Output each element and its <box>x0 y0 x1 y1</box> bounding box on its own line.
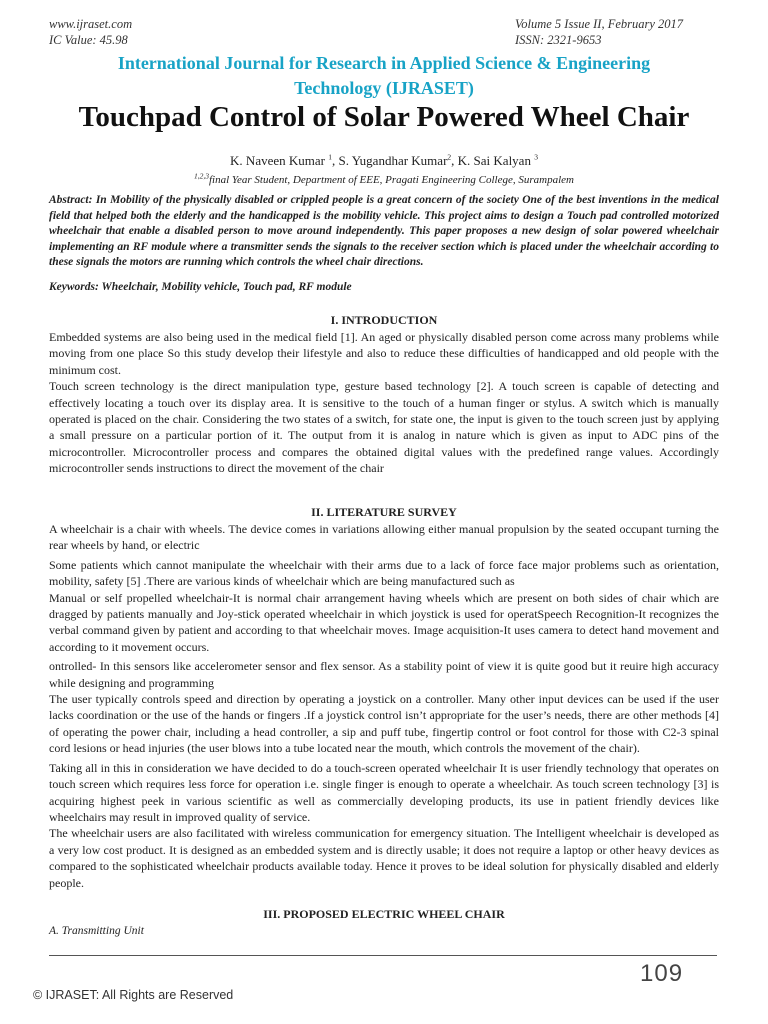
affiliation-sup: 1,2,3 <box>193 171 209 181</box>
affiliation-text: final Year Student, Department of EEE, Pragati Engineering College, Surampalem <box>208 174 574 186</box>
ic-value: IC Value: 45.98 <box>49 33 128 47</box>
copyright-notice: © IJRASET: All Rights are Reserved <box>33 988 234 1002</box>
journal-name-line1: International Journal for Research in Applied Science & Engineering <box>117 53 651 73</box>
page-number: 109 <box>640 960 684 987</box>
author-2: S. Yugandhar Kumar <box>338 153 448 168</box>
section-heading-literature-survey: II. LITERATURE SURVEY <box>311 505 457 519</box>
paragraph: ontrolled- In this sensors like accelerometer sensor and flex sensor. As a stability point of view it is quite good but it reuire high accuracy while designing and programming <box>49 659 719 690</box>
section-heading-proposed: III. PROPOSED ELECTRIC WHEEL CHAIR <box>263 907 505 921</box>
author-2-sup: 2 <box>447 152 452 162</box>
affiliation <box>0 171 768 186</box>
paragraph: Embedded systems are also being used in the medical field [1]. An aged or physically disabled person come across many problems while moving from one place So this study develop their lifestyle and also to reduce these difficulties of handicapped and old people with the minimum cost. <box>49 330 719 377</box>
author-3: K. Sai Kalyan <box>457 153 531 168</box>
author-1-sup: 1 <box>328 152 332 162</box>
author-1: K. Naveen Kumar <box>230 153 325 168</box>
paragraph: Manual or self propelled wheelchair-It is normal chair arrangement having wheels which are present on both sides of chair which are dragged by patients manually and Joy-stick operated wheelchair in which joystick is used for operatSpeech Recognition-It recognizes the verbal command given by patient and according to that wheelchair moves. Image acquisition-It uses camera to detect hand movement and according to it movement occurs. <box>49 590 719 654</box>
running-header-right <box>515 16 683 48</box>
paragraph: Taking all in this in consideration we have decided to do a touch-screen operated wheelchair It is user friendly technology that operates on touch screen which requires less force for operation i.e. single finger is enough to operate a wheelchair. As touch screen technology [3] is acquiring highest peek in various scientific as well as commercially developing products, its use in patient friendly devices like wheelchairs may result in improved quality of service. <box>49 760 719 824</box>
paragraph: The wheelchair users are also facilitated with wireless communication for emergency situation. The Intelligent wheelchair is developed as a very low cost product. It is designed as an embedded system and is directly usable; it does not require a laptop or other heavy devices as compared to the sophisticated wheelchair products available today. Hence it proves to be ideal solution for physically disabled and elderly people. <box>49 826 719 890</box>
issn: ISSN: 2321-9653 <box>515 33 602 47</box>
paragraph: The user typically controls speed and direction by operating a joystick on a controller. Many other input devices can be used if the user lacks coordination or the use of the hands or fingers .If a joystick control isn’t appropriate for the user’s needs, there are other methods [4] of operating the power chair, including a head controller, a sip and puff tube, fingertip control or foot control for those with C2-3 spinal cord lesions or head injuries (the user blows into a tube located near the mouth, which controls the movement of the chair). <box>49 692 719 756</box>
literature-survey-body <box>49 521 719 891</box>
section-heading-introduction: I. INTRODUCTION <box>330 313 438 327</box>
abstract: Abstract: In Mobility of the physically disabled or crippled people is a great concern of the society One of the best inventions in the medical field that helped both the elderly and the handicapped is the mobility vehicle. This project aims to design a Touch pad controlled motorized wheelchair that enable a disabled person to move around independently. This paper proposes a new design of solar powered wheelchair implementing an RF module where a transmitter sends the signals to the receiver section which is placed under the wheelchair according to these signals the motors are running which controls the wheel chair directions. <box>49 194 719 268</box>
running-header-left <box>49 16 132 48</box>
volume-issue: Volume 5 Issue II, February 2017 <box>515 17 684 31</box>
introduction-body <box>49 329 719 477</box>
paragraph: A wheelchair is a chair with wheels. The device comes in variations allowing either manual propulsion by the seated occupant turning the rear wheels by hand, or electric <box>49 522 719 553</box>
paragraph: Touch screen technology is the direct manipulation type, gesture based technology [2]. A touch screen is capable of detecting and effectively locating a touch over its display area. It is sensitive to the touch of a human finger or stylus. A switch which is manually operated is placed on the chair. Considering the two states of a switch, for state one, the input is given to the touch screen just by applying a small pressure on a particular portion of it. The output from it is analog in nature which is given as input to ADC pins of the microcontroller. Microcontroller process and compares the obtained digital values with the predefined range values. Accordingly microcontroller sends instructions to direct the movement of the chair <box>49 379 719 476</box>
paragraph: Some patients which cannot manipulate the wheelchair with their arms due to a lack of force face major problems such as orientation, mobility, safety [5] .There are various kinds of wheelchair which are being manufactured such as <box>49 557 719 589</box>
subsection-heading: A. Transmitting Unit <box>49 925 144 937</box>
author-3-sup: 3 <box>534 152 538 162</box>
author-list: K. Naveen Kumar $^1$, S. Yugandhar Kumar$^2$, K. Sai Kalyan $^3$ <box>230 152 538 168</box>
paper-title: Touchpad Control of Solar Powered Wheel Chair <box>78 101 690 133</box>
journal-website: www.ijraset.com <box>49 17 133 31</box>
journal-name-line2: Technology (IJRASET) <box>294 78 474 98</box>
footer-divider <box>49 955 717 956</box>
journal-name <box>40 51 728 101</box>
keywords: Keywords: Wheelchair, Mobility vehicle, Touch pad, RF module <box>49 281 352 293</box>
